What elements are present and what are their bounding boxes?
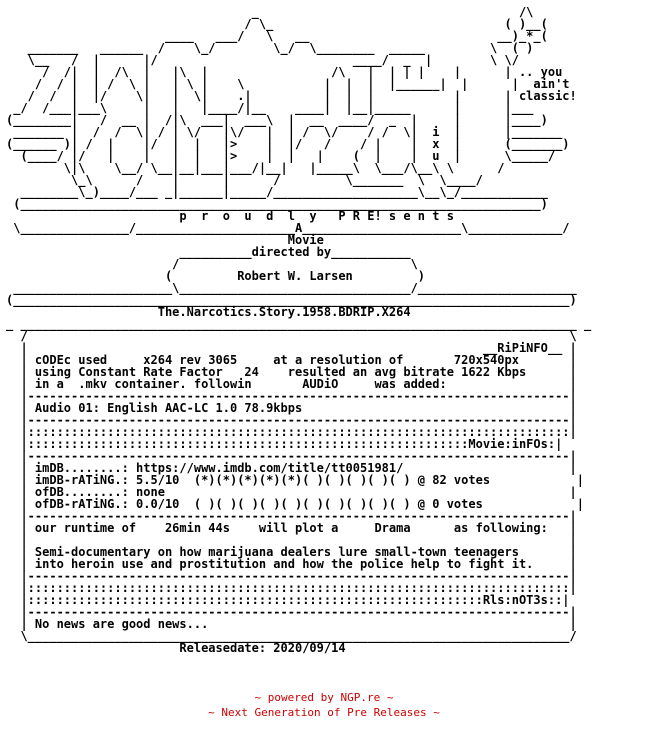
- ascii-art-line: \__ / | |/ ____/ _ | \ \/: [6, 53, 548, 67]
- plot-text: | Semi-documentary on how marijuana dealers lure small-town teenagers |: [6, 545, 577, 559]
- box-border: / \: [6, 329, 577, 343]
- ofdb-link: | ofDB........: none |: [6, 485, 577, 499]
- news-text: | No news are good news... |: [6, 617, 577, 631]
- ascii-art-line: \|\ \__/ \__|__|___|___/|__| |_____\ \___/\__\ \ /: [6, 161, 563, 175]
- directed-by-label: __________directed by___________: [6, 245, 577, 259]
- separator: |---------------------------------------------------------------------------|: [6, 509, 577, 523]
- separator: |---------------------------------------------------------------------------|: [6, 605, 577, 619]
- release-notes-title: |:::::::::::::::::::::::::::::::::::::::::::::::::::::::::::::::Rls:nOT3s::|: [6, 593, 570, 607]
- ascii-art-line: _/ /___|___\ | | |____/|__ ____| |__|_____ | |___: [6, 101, 563, 115]
- ripinfo-title: | __RiPiNFO__ |: [6, 341, 577, 355]
- ascii-art-line: (________| / __ | /|\ ___| ___\ | __ ____/ _ | | |____): [6, 113, 563, 127]
- ascii-art-line: _______ ______ / \_/ \_/ \________ _____ \ ( ): [6, 41, 556, 55]
- ascii-art-line: / / | |/ \| | \| .| | | | | | classic!: [6, 89, 577, 103]
- release-name: The.Narcotics.Story.1958.BDRIP.X264: [6, 305, 577, 319]
- imdb-link: | imDB........: https://www.imdb.com/title/tt0051981/ |: [6, 461, 577, 475]
- movie-infos-title: |:::::::::::::::::::::::::::::::::::::::::::::::::::::::::::::Movie:inFOs:|: [6, 437, 563, 451]
- ascii-art-line: / / | | / \ | | \ | \ | | | |______| | | ain't: [6, 77, 570, 91]
- separator: |---------------------------------------------------------------------------|: [6, 569, 577, 583]
- footer: [0, 690, 648, 720]
- plot-text: | into heroin use and prostitution and how the police help to fight it. |: [6, 557, 577, 571]
- codec-info: | cODEc used x264 rev 3065 at a resolution of 720x540px |: [6, 353, 577, 367]
- ascii-art-line: (______ )| / | |/ | | |> | |/ / / | | x | (_______): [6, 137, 570, 151]
- powered-by-text: ~ powered by NGP.re ~: [254, 691, 394, 704]
- ascii-art-line: (________________________________________________________________________): [6, 197, 563, 211]
- codec-info: | using Constant Rate Factor 24 resulted an avg bitrate 1622 Kbps |: [6, 365, 577, 379]
- ascii-art-line: / \: [6, 257, 577, 271]
- box-border: \___________________________________________________________________________/: [6, 629, 577, 643]
- blank-line: | |: [6, 533, 577, 547]
- ascii-art-line: (_____________________________________________________________________________): [6, 293, 577, 307]
- nfo-document: [6, 6, 591, 654]
- ascii-art-line: / /| | /\ | |\ | /\ | | | | | | .. you: [6, 65, 563, 79]
- dotted-divider: |:::::::::::::::::::::::::::::::::::::::::::::::::::::::::::::::::::::::::::|: [6, 581, 577, 595]
- movie-label: Movie: [6, 233, 577, 247]
- ascii-art-line: ____ ___/ \ __ __)_*_(: [6, 29, 563, 43]
- audio-info: | Audio 01: English AAC-LC 1.0 78.9kbps |: [6, 401, 577, 415]
- release-date: Releasedate: 2020/09/14: [6, 641, 584, 655]
- ascii-art-line: _______ | / / \| / | \/ |\/ | | / \/ / / \| i | |_______: [6, 125, 570, 139]
- ascii-art-line: ______________________\________________________________/______________________: [6, 281, 577, 295]
- ascii-art-line: / \_ ( )__(: [6, 17, 563, 31]
- dotted-divider: |:::::::::::::::::::::::::::::::::::::::::::::::::::::::::::::::::::::::::::|: [6, 425, 577, 439]
- ascii-art-line: \_______________/______________________A______________________\_____________/: [6, 221, 570, 235]
- tagline-text: ~ Next Generation of Pre Releases ~: [208, 706, 440, 719]
- ascii-art-line: _ /\: [6, 5, 563, 19]
- presents-banner: p r o u d l y P R E! s e n t s: [6, 209, 577, 223]
- separator: |---------------------------------------------------------------------------|: [6, 449, 577, 463]
- ascii-art-line: (____/ |/ | | | | |> | | | ( | | u | \_____/: [6, 149, 563, 163]
- ofdb-rating: | ofDB-rATiNG.: 0.0/10 ( )( )( )( )( )( )( )( )( )( ) @ 0 votes |: [6, 497, 584, 511]
- imdb-rating: | imDB-rATiNG.: 5.5/10 (*)(*)(*)(*)(*)( )( )( )( )( ) @ 82 votes |: [6, 473, 584, 487]
- ascii-art-line: _ _____________________________________________________________________________ _: [6, 317, 592, 331]
- ascii-art-line: \_\ / | | / \_______ \ \____/: [6, 173, 548, 187]
- separator: |---------------------------------------------------------------------------|: [6, 413, 577, 427]
- runtime-info: | our runtime of 26min 44s will plot a Drama as following: |: [6, 521, 577, 535]
- director-name: ( Robert W. Larsen ): [6, 269, 577, 283]
- codec-info: | in a .mkv container. followin AUDiO was added: |: [6, 377, 577, 391]
- ascii-art-line: ________\_)____/___ _|______|_____/____________________\__\_/____________: [6, 185, 563, 199]
- separator: |---------------------------------------------------------------------------|: [6, 389, 577, 403]
